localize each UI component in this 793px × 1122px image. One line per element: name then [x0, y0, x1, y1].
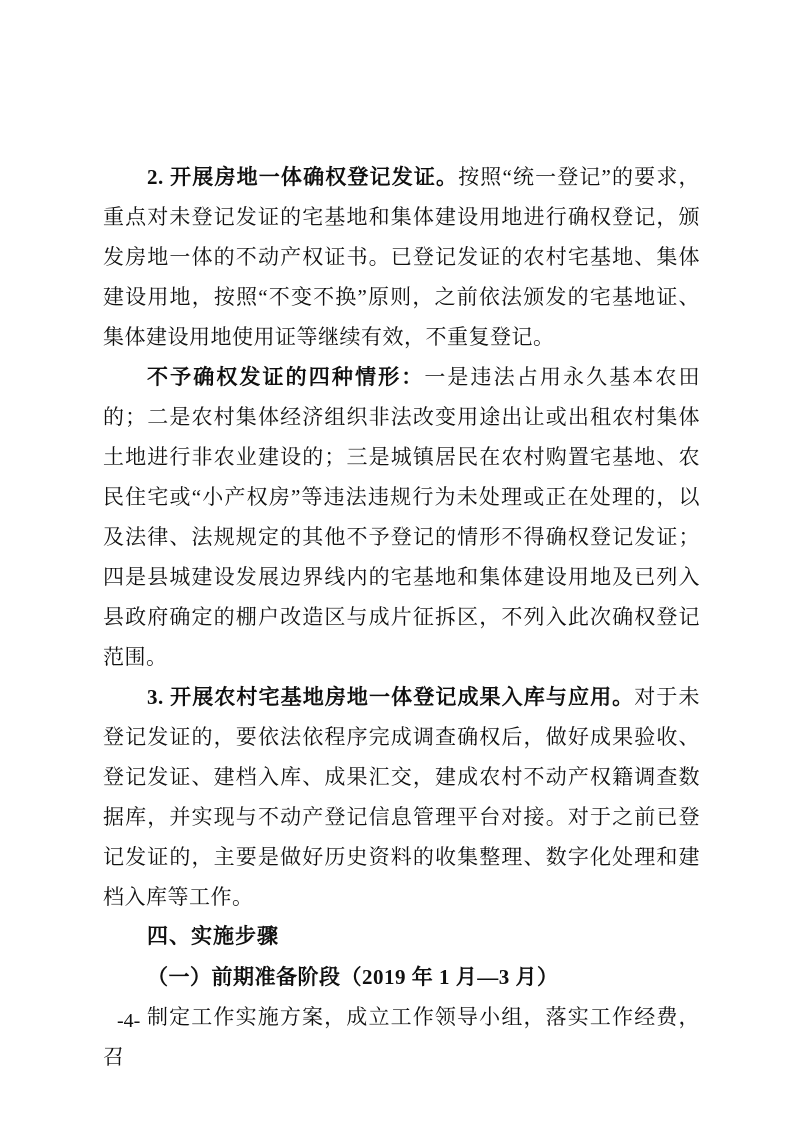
- paragraph: [103, 357, 700, 677]
- section-heading: 四、实施步骤: [147, 925, 279, 948]
- paragraph: [103, 157, 700, 357]
- paragraph-lead: 不予确权发证的四种情形：: [147, 365, 425, 389]
- paragraph-text: 对于未登记发证的，要依法依程序完成调查确权后，做好成果验收、登记发证、建档入库、成果汇交，建成农村不动产权籍调查数据库，并实现与不动产登记信息管理平台对接。对于之前已登记发证的，主要是做好历史资料的收集整理、数字化处理和建档入库等工作。: [103, 685, 701, 909]
- paragraph-lead: 3. 开展农村宅基地房地一体登记成果入库与应用。: [147, 685, 635, 709]
- document-body: [103, 157, 700, 1077]
- paragraph-lead: 2. 开展房地一体确权登记发证。: [147, 165, 459, 189]
- paragraph: [103, 677, 700, 917]
- paragraph-text: 按照“统一登记”的要求，重点对未登记发证的宅基地和集体建设用地进行确权登记，颁发房地一体的不动产权证书。已登记发证的农村宅基地、集体建设用地，按照“不变不换”原则，之前依法颁发的宅基地证、集体建设用地使用证等继续有效，不重复登记。: [103, 165, 700, 349]
- paragraph: 制定工作实施方案，成立工作领导小组，落实工作经费，召: [103, 1005, 700, 1069]
- paragraph-text: 一是违法占用永久基本农田的；二是农村集体经济组织非法改变用途出让或出租农村集体土地进行非农业建设的；三是城镇居民在农村购置宅基地、农民住宅或“小产权房”等违法违规行为未处理或正在处理的，以及法律、法规规定的其他不予登记的情形不得确权登记发证；四是县城建设发展边界线内的宅基地和集体建设用地及已列入县政府确定的棚户改造区与成片征拆区，不列入此次确权登记范围。: [103, 365, 701, 669]
- subsection-heading: （一）前期准备阶段（2019 年 1 月—3 月）: [147, 965, 559, 989]
- page-number: -4-: [117, 1010, 141, 1032]
